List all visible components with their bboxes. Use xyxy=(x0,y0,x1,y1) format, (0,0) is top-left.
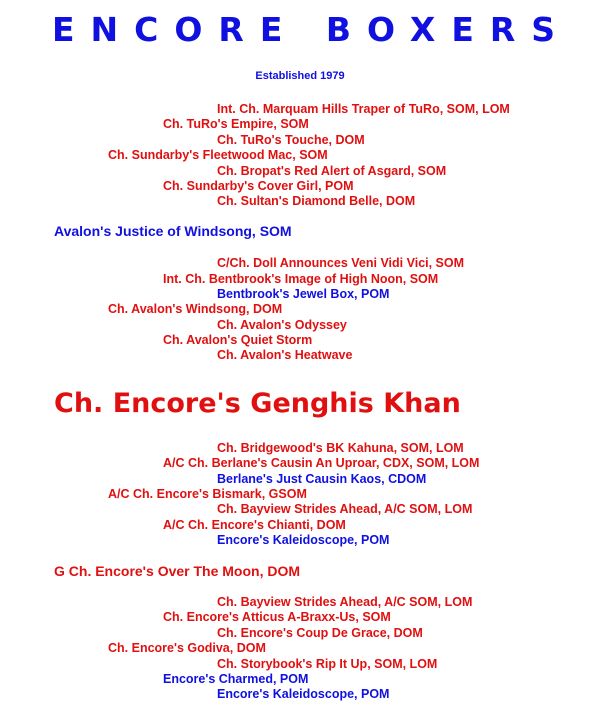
sire-name: Avalon's Justice of Windsong, SOM xyxy=(54,223,292,239)
pedigree1-gen3c: Ch. Bropat's Red Alert of Asgard, SOM xyxy=(217,164,447,178)
pedigree3-gen3c: Ch. Bayview Strides Ahead, A/C SOM, LOM xyxy=(217,502,473,516)
featured-dog-name: Ch. Encore's Genghis Khan xyxy=(54,388,461,419)
pedigree4-gen1a: Ch. Encore's Godiva, DOM xyxy=(108,641,266,655)
pedigree4-gen3b: Ch. Encore's Coup De Grace, DOM xyxy=(217,626,423,640)
pedigree4-gen2b: Encore's Charmed, POM xyxy=(163,672,309,686)
pedigree3-gen2b: A/C Ch. Encore's Chianti, DOM xyxy=(163,518,346,532)
pedigree3-gen1a: A/C Ch. Encore's Bismark, GSOM xyxy=(108,487,307,501)
established-year: Established 1979 xyxy=(255,70,345,82)
pedigree1-gen2b: Ch. Sundarby's Cover Girl, POM xyxy=(163,179,354,193)
pedigree2-gen3d: Ch. Avalon's Heatwave xyxy=(217,348,353,362)
pedigree4-gen3c: Ch. Storybook's Rip It Up, SOM, LOM xyxy=(217,657,438,671)
pedigree2-gen1a: Ch. Avalon's Windsong, DOM xyxy=(108,302,283,316)
pedigree4-gen2a: Ch. Encore's Atticus A-Braxx-Us, SOM xyxy=(163,610,391,624)
pedigree1-gen3b: Ch. TuRo's Touche, DOM xyxy=(217,133,365,147)
pedigree1-gen1a: Ch. Sundarby's Fleetwood Mac, SOM xyxy=(108,148,328,162)
pedigree1-gen3d: Ch. Sultan's Diamond Belle, DOM xyxy=(217,194,416,208)
pedigree2-gen3c: Ch. Avalon's Odyssey xyxy=(217,318,347,332)
pedigree3-gen3b: Berlane's Just Causin Kaos, CDOM xyxy=(217,472,427,486)
pedigree2-gen2b: Ch. Avalon's Quiet Storm xyxy=(163,333,313,347)
page-title: ENCORE BOXERS xyxy=(52,10,572,49)
pedigree2-gen2a: Int. Ch. Bentbrook's Image of High Noon, SOM xyxy=(163,272,439,286)
pedigree3-gen3a: Ch. Bridgewood's BK Kahuna, SOM, LOM xyxy=(217,441,464,455)
pedigree2-gen3b: Bentbrook's Jewel Box, POM xyxy=(217,287,390,301)
pedigree1-gen2a: Ch. TuRo's Empire, SOM xyxy=(163,117,309,131)
pedigree4-gen3a: Ch. Bayview Strides Ahead, A/C SOM, LOM xyxy=(217,595,473,609)
dam-name: G Ch. Encore's Over The Moon, DOM xyxy=(54,563,301,579)
pedigree1-gen3a: Int. Ch. Marquam Hills Traper of TuRo, SOM, LOM xyxy=(217,102,510,116)
pedigree3-gen2a: A/C Ch. Berlane's Causin An Uproar, CDX, SOM, LOM xyxy=(163,456,480,470)
pedigree4-gen3d: Encore's Kaleidoscope, POM xyxy=(217,687,390,701)
pedigree3-gen3d: Encore's Kaleidoscope, POM xyxy=(217,533,390,547)
pedigree2-gen3a: C/Ch. Doll Announces Veni Vidi Vici, SOM xyxy=(217,256,465,270)
